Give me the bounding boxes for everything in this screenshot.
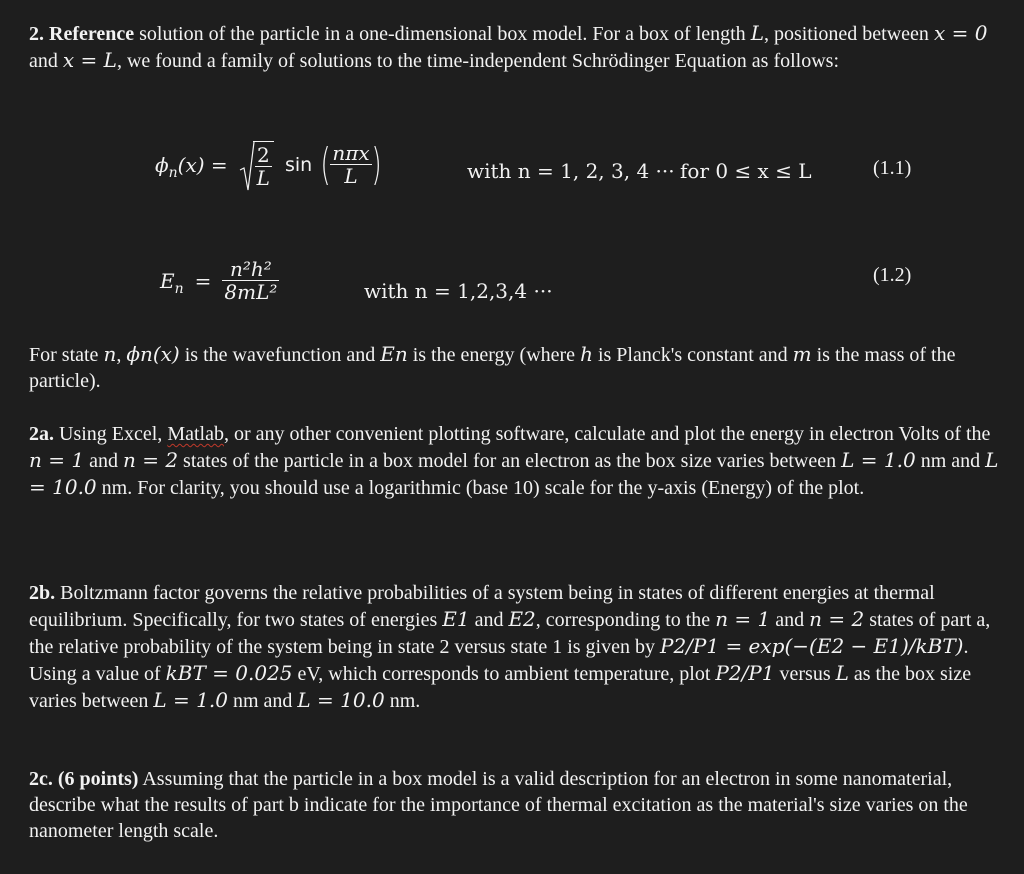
math-x-eq-0: x = 0 bbox=[933, 21, 988, 45]
eq1-sin: sin bbox=[284, 153, 313, 176]
eq2-equals: = bbox=[194, 268, 212, 293]
eq1-number: (1.1) bbox=[873, 157, 912, 179]
eq1-sqrt bbox=[239, 140, 274, 189]
eq1-sin-arg bbox=[330, 142, 371, 187]
eq2-lhs: $E_n$ bbox=[160, 268, 184, 297]
eq2-fraction bbox=[222, 258, 279, 303]
math-x-eq-L: x = L bbox=[62, 48, 117, 72]
math-L: L bbox=[750, 21, 764, 45]
part-2c-label: 2c. (6 points) bbox=[29, 768, 139, 790]
equation-1-1 bbox=[155, 140, 385, 189]
part-2b-label: 2b. bbox=[29, 582, 56, 604]
eq2-number: (1.2) bbox=[873, 264, 912, 286]
spellcheck-word-matlab[interactable]: Matlab bbox=[167, 423, 224, 445]
right-paren: ) bbox=[371, 138, 382, 190]
intro-text: and bbox=[29, 50, 63, 72]
state-description: For state n, ϕn(x) is the wavefunction and En is the energy (where h is Planck's constant and m is the mass of the particle). bbox=[29, 342, 956, 392]
intro-text: , positioned between bbox=[763, 23, 934, 45]
part-2a: 2a. Using Excel, Matlab, or any other convenient plotting software, calculate and plot the energy in electron Volts of the n = 1 and n = 2 states of the particle in a box model for an electron as the box size varies between L = 1.0 nm and L = 10.0 nm. For clarity, you should use a logarithmic (base 10) scale for the y-axis (Energy) of the plot. bbox=[29, 423, 999, 499]
intro-text: , we found a family of solutions to the time-independent Schrödinger Equation as follows: bbox=[116, 50, 840, 72]
intro-text: solution of the particle in a one-dimensional box model. For a box of length bbox=[134, 23, 751, 45]
intro-label: 2. Reference bbox=[29, 23, 135, 45]
eq2-numerator: n²h² bbox=[222, 258, 279, 281]
sqrt-denominator: L bbox=[256, 166, 270, 190]
equation-1-2 bbox=[160, 258, 279, 303]
left-paren: ( bbox=[320, 138, 331, 190]
eq1-with: with n = 1, 2, 3, 4 ··· bbox=[467, 159, 675, 183]
sqrt-numerator: 2 bbox=[255, 144, 272, 167]
part-2a-label: 2a. bbox=[29, 423, 54, 445]
eq2-with: with n = 1,2,3,4 ··· bbox=[364, 279, 553, 303]
eq2-denominator: 8mL² bbox=[224, 280, 278, 304]
part-2b: 2b. Boltzmann factor governs the relative probabilities of a system being in states of different energies at thermal equilibrium. Specifically, for two states of energies E1 and E2, corresponding to the n = 1 and n = 2 states of part a, the relative probability of the system being in state 2 versus state 1 is given by P2/P1 = exp(−(E2 − E1)/kBT). Using a value of kBT = 0.025 eV, which corresponds to ambient temperature, plot P2/P1 versus L as the box size varies between L = 1.0 nm and L = 10.0 nm. bbox=[29, 582, 991, 712]
part-2c: 2c. (6 points) Assuming that the particle in a box model is a valid description for an electron in some nanomaterial, describe what the results of part b indicate for the importance of thermal excitation as the material's size varies on the nanometer length scale. bbox=[29, 768, 968, 842]
intro-paragraph bbox=[29, 20, 1004, 74]
eq1-lhs: $\phi_n(x)$ = bbox=[155, 152, 228, 181]
sin-arg-denominator: L bbox=[344, 164, 358, 188]
sin-arg-numerator: nπx bbox=[332, 141, 370, 165]
eq1-domain: for 0 ≤ x ≤ L bbox=[680, 159, 812, 183]
